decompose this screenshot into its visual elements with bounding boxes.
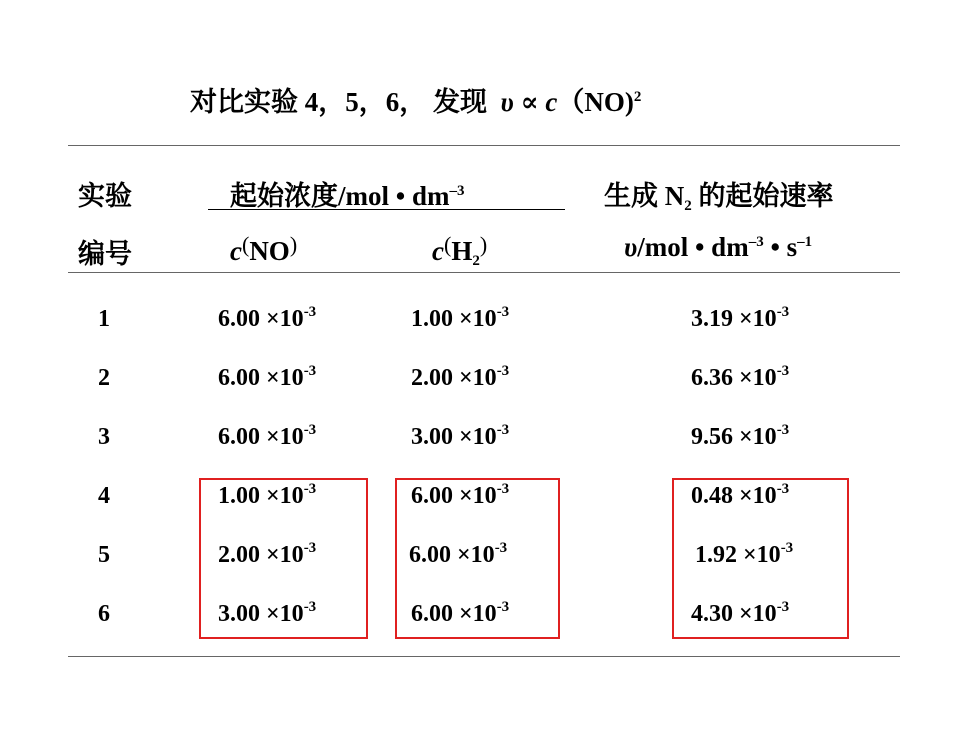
row-id: 1 [98, 306, 110, 332]
row-rate-value: $4.30 \times 10^{-3}$ [691, 599, 790, 627]
title-species: （NO) [557, 87, 634, 117]
header-concentration-exp: –3 [449, 183, 465, 199]
row-no-value: $2.00 \times 10^{-3}$ [218, 540, 317, 568]
concentration-symbol: c [545, 87, 558, 117]
row-rate-value: $0.48 \times 10^{-3}$ [691, 481, 790, 509]
row-h2-value: $3.00 \times 10^{-3}$ [411, 422, 510, 450]
row-no-value: $6.00 \times 10^{-3}$ [218, 422, 317, 450]
header-no-symbol: c [230, 236, 242, 266]
header-rate-unit-a: /mol • dm [637, 232, 749, 262]
row-rate-value: $3.19 \times 10^{-3}$ [691, 304, 790, 332]
header-rate-unit-b: • s [763, 232, 798, 262]
row-id: 4 [98, 483, 110, 509]
row-id: 2 [98, 365, 110, 391]
rate-symbol: υ [500, 87, 514, 117]
highlight-box-rate [672, 478, 849, 639]
header-bottom-rule [68, 272, 900, 273]
header-rate-text-b: 的起始速率 [691, 181, 834, 211]
row-id: 6 [98, 601, 110, 627]
row-no-value: $3.00 \times 10^{-3}$ [218, 599, 317, 627]
row-id: 3 [98, 424, 110, 450]
header-concentration-group [230, 174, 464, 213]
header-experiment-line2: 编号 [78, 239, 132, 269]
proportional-symbol: ∝ [520, 87, 539, 117]
header-rate-exp2: –1 [797, 234, 813, 250]
header-experiment-line1: 实验 [78, 181, 132, 211]
header-group-underline [208, 209, 565, 210]
header-concentration-text: 起始浓度/mol • dm [230, 181, 450, 211]
row-no-value: $1.00 \times 10^{-3}$ [218, 481, 317, 509]
row-rate-value: $6.36 \times 10^{-3}$ [691, 363, 790, 391]
header-h2-species: H [451, 236, 473, 266]
highlight-box-no [199, 478, 368, 639]
row-no-value: $6.00 \times 10^{-3}$ [218, 363, 317, 391]
row-h2-value: $2.00 \times 10^{-3}$ [411, 363, 510, 391]
header-h2-concentration: $c^(H_2^)$ [432, 232, 488, 269]
header-rate-line1 [604, 174, 834, 213]
header-rate-exp1: –3 [748, 234, 764, 250]
header-no-concentration: c(NO) [230, 232, 298, 266]
header-rate-sub: 2 [684, 198, 692, 214]
title-power: 2 [633, 89, 642, 105]
header-rate-text-a: 生成 N [604, 181, 685, 211]
row-id: 5 [98, 542, 110, 568]
header-no-species: NO [249, 236, 290, 266]
row-h2-value: $6.00 \times 10^{-3}$ [411, 481, 510, 509]
row-h2-value: $6.00 \times 10^{-3}$ [409, 540, 508, 568]
header-rate-line2 [624, 232, 812, 263]
row-h2-value: $6.00 \times 10^{-3}$ [411, 599, 510, 627]
row-h2-value: $1.00 \times 10^{-3}$ [411, 304, 510, 332]
header-rate-symbol: υ [624, 232, 638, 262]
row-rate-value: $1.92 \times 10^{-3}$ [695, 540, 794, 568]
table-bottom-rule [68, 656, 900, 657]
table-top-rule [68, 145, 900, 146]
slide-title [190, 80, 641, 119]
row-no-value: $6.00 \times 10^{-3}$ [218, 304, 317, 332]
header-h2-sub: 2 [472, 253, 480, 269]
title-text: 对比实验 4，5，6， 发现 [190, 87, 487, 117]
row-rate-value: $9.56 \times 10^{-3}$ [691, 422, 790, 450]
highlight-box-h2 [395, 478, 560, 639]
header-h2-symbol: c [432, 236, 444, 266]
